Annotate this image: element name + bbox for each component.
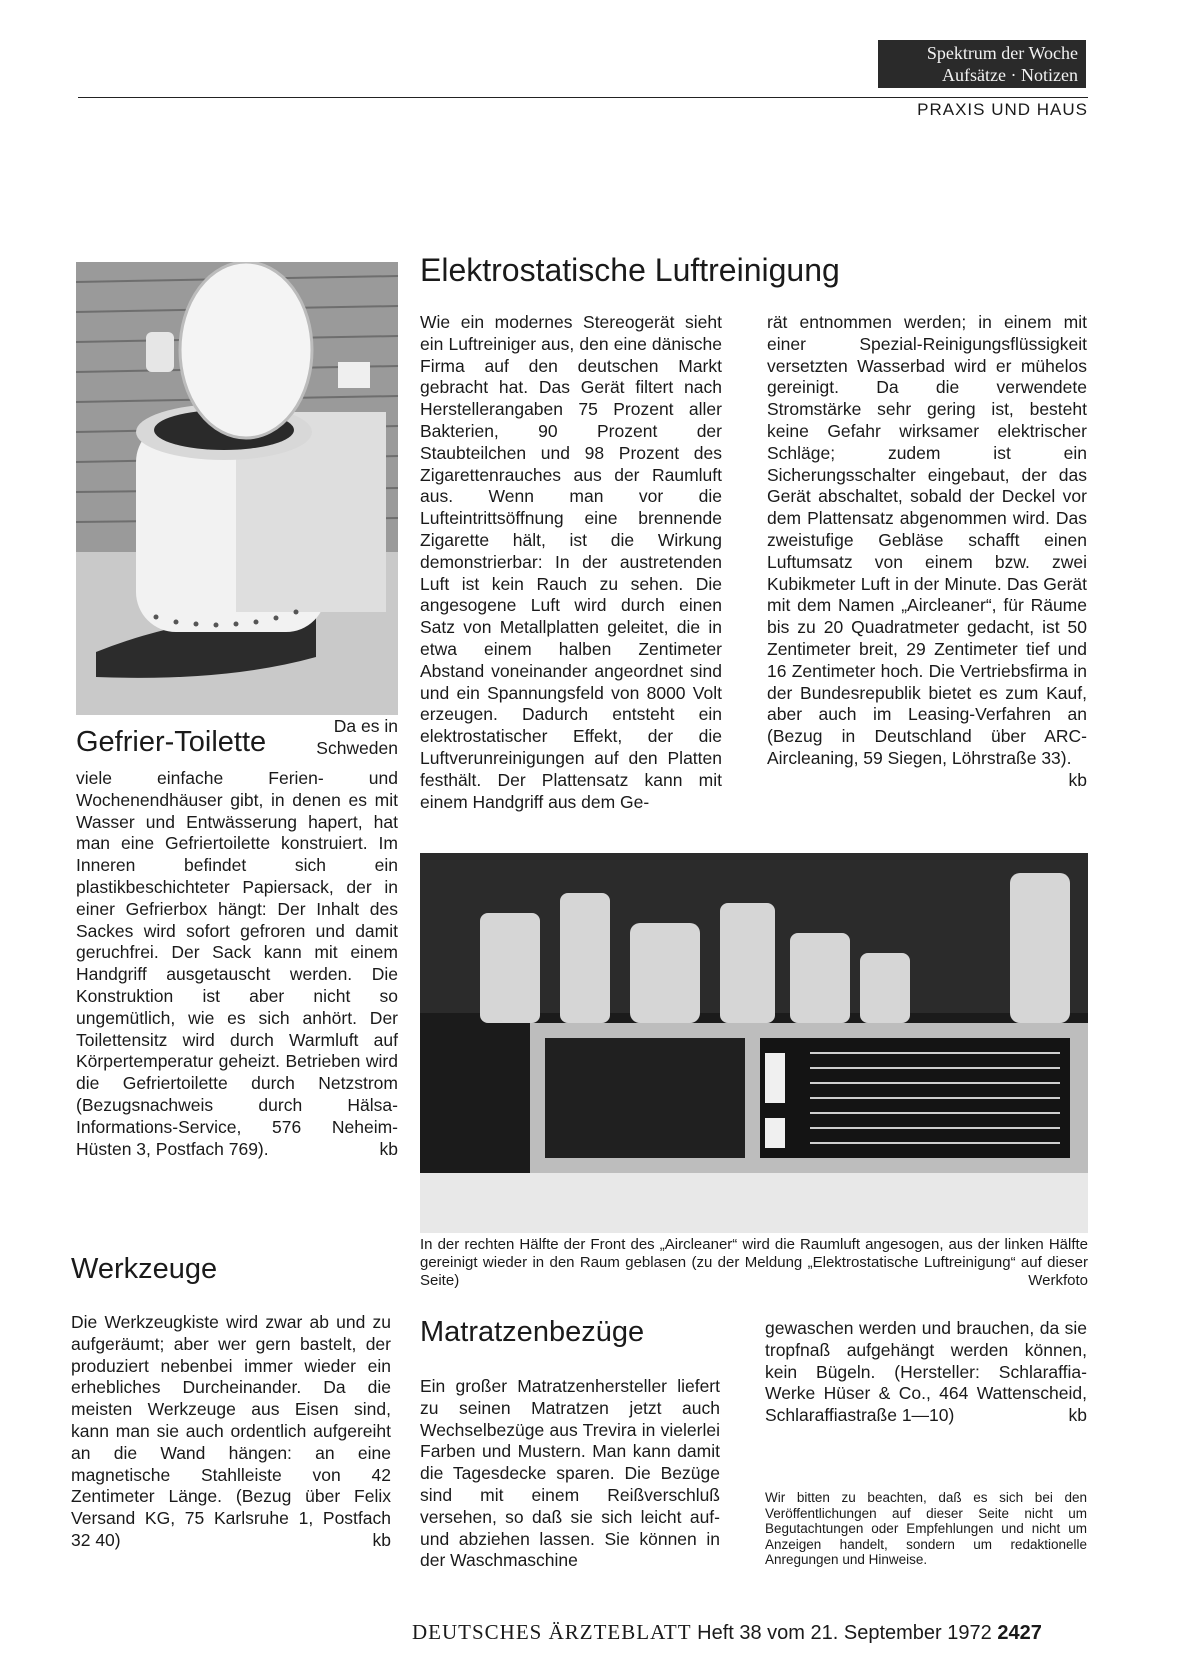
elektro-signature: kb — [1068, 769, 1087, 790]
article-title-gefrier: Gefrier-Toilette — [76, 726, 267, 758]
elektro-text-2 — [767, 312, 1087, 790]
elektro-text-1: Wie ein modernes Stereogerät sieht ein Luftreiniger aus, den eine dänische Firma auf den deutschen Markt gebracht hat. Das Gerät filtert nach Herstellerangaben 75 Prozent aller Bakterien, 90 Prozent der Staubteilchen und 98 Prozent des Zigarettenrauches aus der Raumluft aus. Wenn man vor die Lufteintrittsöffnung eine brennende Zigarette hält, ist die Wirkung demonstrierbar: In der austretenden Luft ist kein Rauch zu sehen. Die angesogene Luft wird durch einen Satz von Metallplatten geleitet, die in etwa einem halben Zentimeter Abstand voneinander angeordnet sind und ein Spannungsfeld von 8000 Volt erzeugen. Dadurch entsteht ein elektrostatischer Effekt, der die Luftverunreinigungen auf den Platten festhält. Der Plattensatz kann mit einem Handgriff aus dem Ge- — [420, 312, 722, 812]
article-title-werkzeuge: Werkzeuge — [71, 1253, 218, 1285]
caption-credit: Werkfoto — [1028, 1272, 1088, 1289]
caption-text: In der rechten Hälfte der Front des „Aircleaner“ wird die Raumluft angesogen, aus der linken Hälfte gereinigt wieder in den Raum geblasen (zu der Meldung „Elektrostatische Luftreinigung“ auf dieser Seite) — [420, 1236, 1088, 1289]
badge-line-2: Aufsätze · Notizen — [942, 65, 1078, 85]
header-rule — [78, 97, 1088, 98]
matratzen-column-1 — [420, 1376, 720, 1572]
elektro-column-1 — [420, 312, 722, 813]
elektro-column-2 — [767, 312, 1087, 792]
werkzeuge-signature: kb — [372, 1529, 391, 1550]
page-number: 2427 — [997, 1622, 1042, 1644]
matratzen-signature: kb — [1068, 1405, 1087, 1426]
aircleaner-photo — [420, 853, 1088, 1233]
badge-line-1: Spektrum der Woche — [926, 43, 1078, 63]
section-badge — [878, 40, 1086, 88]
toilet-photo — [76, 262, 398, 715]
article-title-matratzen: Matratzenbezüge — [420, 1316, 645, 1348]
elektro-text-2-body: rät entnommen werden; in einem mit einer Spezial-Reinigungsflüssigkeit versetzten Wasserbad wird er mühelos gereinigt. Da die verwendete Stromstärke sehr gering ist, besteht keine Gefahr wirksamer elektrischer Schläge; zudem ist ein Sicherungsschalter eingebaut, der das Gerät abschaltet, sobald der Deckel vor dem Plattensatz abgenommen wird. Das zweistufige Gebläse schafft einen Luftumsatz von einem bzw. zwei Kubikmeter Luft in der Minute. Das Gerät mit dem Namen „Aircleaner“, für Räume bis zu 20 Quadratmeter gedacht, ist 50 Zentimeter breit, 29 Zentimeter tief und 16 Zentimeter hoch. Die Vertriebsfirma in der Bundesrepublik bietet es zum Kauf, aber auch im Leasing-Verfahren an (Bezug in Deutschland über ARC-Aircleaning, 59 Siegen, Löhrstraße 33). — [767, 312, 1087, 768]
editorial-note: Wir bitten zu beachten, daß es sich bei den Veröffentlichungen auf dieser Seite nicht um Begutachtungen oder Empfehlungen und nicht um Anzeigen handelt, sondern um redaktionelle Anregungen und Hinweise. — [765, 1490, 1087, 1568]
gefrier-body — [76, 768, 398, 1160]
section-title: PRAXIS UND HAUS — [917, 100, 1088, 119]
gefrier-signature: kb — [379, 1138, 398, 1159]
matratzen-text-1: Ein großer Matratzenhersteller liefert zu seinen Matratzen jetzt auch Wechselbezüge aus Trevira in vielerlei Farben und Mustern. Man kann damit die Tagesdecke sparen. Die Bezüge sind mit einem Reißverschluß versehen, so daß sie sich leicht auf- und abziehen lassen. Sie können in der Waschmaschine — [420, 1376, 720, 1571]
matratzen-text-2: gewaschen werden und brauchen, da sie tropfnaß aufgehängt werden können, kein Bügeln. (Hersteller: Schlaraffia-Werke Hüser & Co., 464 Wattenscheid, Schlaraffiastraße 1—10) — [765, 1318, 1087, 1426]
issue-info: Heft 38 vom 21. September 1972 — [697, 1622, 992, 1644]
aircleaner-caption — [420, 1236, 1088, 1290]
gefrier-article — [76, 716, 398, 1160]
gefrier-lead: Da es in Schweden — [316, 716, 398, 758]
werkzeuge-body — [71, 1312, 391, 1552]
gefrier-text: viele einfache Ferien- und Wochenendhäuser gibt, in denen es mit Wasser und Entwässerung hapert, hat man eine Gefriertoilette konstruiert. Im Inneren befindet sich ein plastikbeschichteter Papiersack, der in einer Gefrierbox hängt: Der Inhalt des Sackes wird sofort gefroren und damit geruchfrei. Der Sack kann mit einem Handgriff ausgetauscht werden. Die Konstruktion ist aber nicht so ungemütlich, wie es sich anhört. Der Toilettensitz wird durch Warmluft auf Körpertemperatur geheizt. Betrieben wird die Gefriertoilette durch Netzstrom (Bezugsnachweis durch Hälsa-Informations-Service, 576 Neheim-Hüsten 3, Postfach 769). — [76, 768, 398, 1159]
matratzen-column-2 — [765, 1318, 1087, 1427]
masthead: DEUTSCHES ÄRZTEBLATT — [412, 1620, 692, 1644]
page-footer — [412, 1620, 1042, 1645]
werkzeuge-text: Die Werkzeugkiste wird zwar ab und zu aufgeräumt; aber wer gern bastelt, der produziert nebenbei immer wieder ein erhebliches Durcheinander. Da die meisten Werkzeuge aus Eisen sind, kann man sie auch ordentlich aufgereiht an die Wand hängen: an eine magnetische Stahlleiste von 42 Zentimeter Länge. (Bezug über Felix Versand KG, 75 Karlsruhe 1, Postfach 32 40) — [71, 1312, 391, 1550]
article-title-elektro: Elektrostatische Luftreinigung — [420, 252, 840, 288]
